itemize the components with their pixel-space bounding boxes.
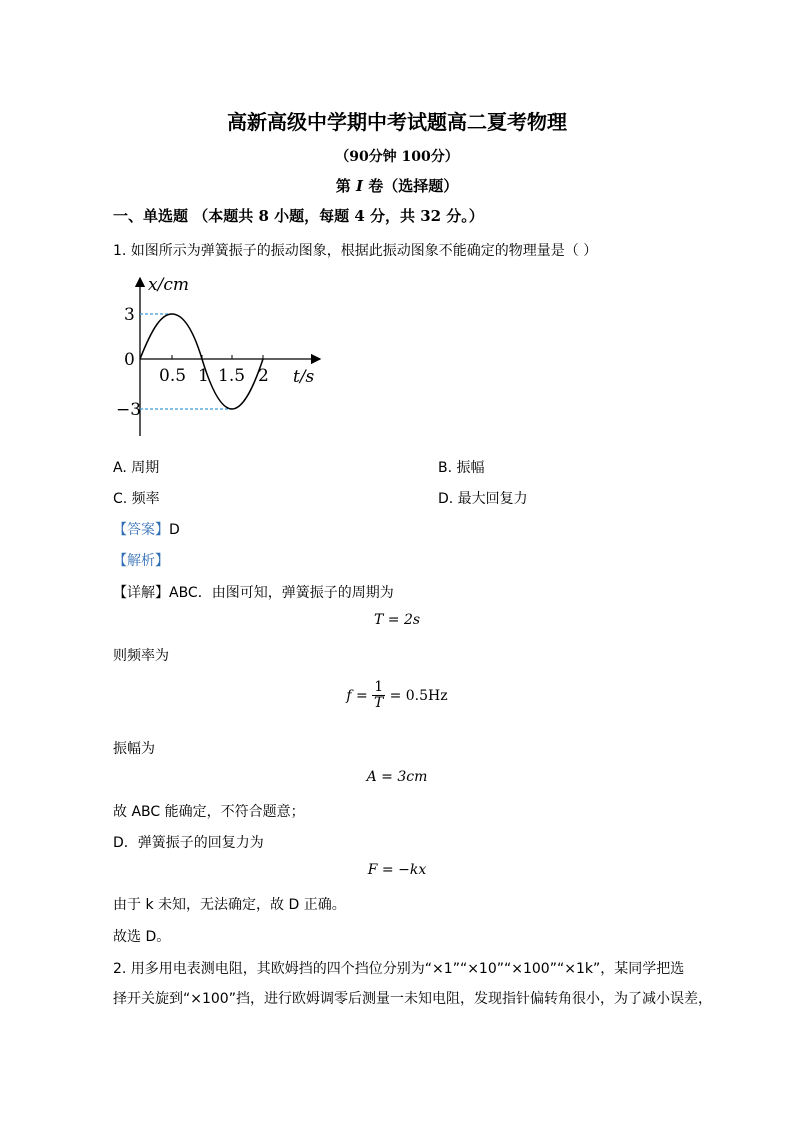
equation-frequency: f = $\frac{1}{T}$ = 0.5Hz — [346, 679, 448, 712]
amplitude-line: 振幅为 — [113, 741, 155, 757]
x-tick-label: 0.5 — [159, 366, 187, 386]
option-d: D. 最大回复力 — [438, 491, 528, 507]
option-a: A. 周期 — [113, 460, 160, 476]
equation-period: T = 2s — [373, 612, 421, 628]
k-unknown-line: 由于 k 未知，无法确定，故 D 正确。 — [113, 897, 346, 913]
y-tick-label: 0 — [124, 350, 135, 370]
section-heading: 一、单选题 （本题共 8 小题，每题 4 分，共 32 分。） — [113, 207, 484, 225]
y-axis-label: x/cm — [148, 275, 189, 295]
detail-line — [113, 582, 394, 602]
frequency-line: 则频率为 — [113, 648, 169, 664]
x-axis-label: t/s — [293, 367, 315, 387]
answer-line — [113, 519, 180, 539]
option-c: C. 频率 — [113, 491, 160, 507]
sine-curve — [140, 314, 263, 409]
x-tick-label: 1 — [198, 366, 209, 386]
choose-line: 故选 D。 — [113, 929, 171, 945]
exam-duration: （90分钟 100分） — [335, 149, 459, 165]
equation-force: F = −kx — [367, 862, 427, 878]
y-tick-label: −3 — [116, 400, 142, 420]
y-tick-label: 3 — [124, 305, 135, 325]
volume-title — [0, 175, 794, 196]
abc-conclusion: 故 ABC 能确定，不符合题意； — [113, 804, 305, 820]
volume-pre: 第 — [335, 177, 356, 195]
detail-text: ABC．由图可知，弹簧振子的周期为 — [169, 585, 394, 601]
answer-tag: 【答案】 — [113, 522, 169, 538]
vibration-graph — [110, 268, 335, 440]
question-1-stem: 1. 如图所示为弹簧振子的振动图象，根据此振动图象不能确定的物理量是（ ） — [113, 243, 598, 259]
d-restoring-force-line: D．弹簧振子的回复力为 — [113, 835, 264, 851]
analysis-tag: 【解析】 — [113, 553, 169, 569]
equation-amplitude: A = 3cm — [366, 769, 428, 785]
page-title: 高新高级中学期中考试题高二夏考物理 — [227, 110, 567, 134]
x-tick-label: 1.5 — [218, 366, 246, 386]
question-2-line-1: 2. 用多用电表测电阻，其欧姆挡的四个挡位分别为“×1”“×10”“×100”“×1k”，某同学把选 — [113, 961, 685, 977]
detail-tag: 【详解】 — [113, 585, 169, 601]
volume-post: 卷（选择题） — [363, 177, 459, 195]
option-b: B. 振幅 — [438, 460, 485, 476]
fraction: $\frac{1}{T}$ — [373, 679, 384, 712]
volume-roman: I — [355, 177, 364, 195]
question-2-line-2: 择开关旋到“×100”挡，进行欧姆调零后测量一未知电阻，发现指针偏转角很小，为了减小误差， — [113, 991, 712, 1007]
x-tick-label: 2 — [258, 366, 269, 386]
answer-value: D — [169, 522, 180, 538]
